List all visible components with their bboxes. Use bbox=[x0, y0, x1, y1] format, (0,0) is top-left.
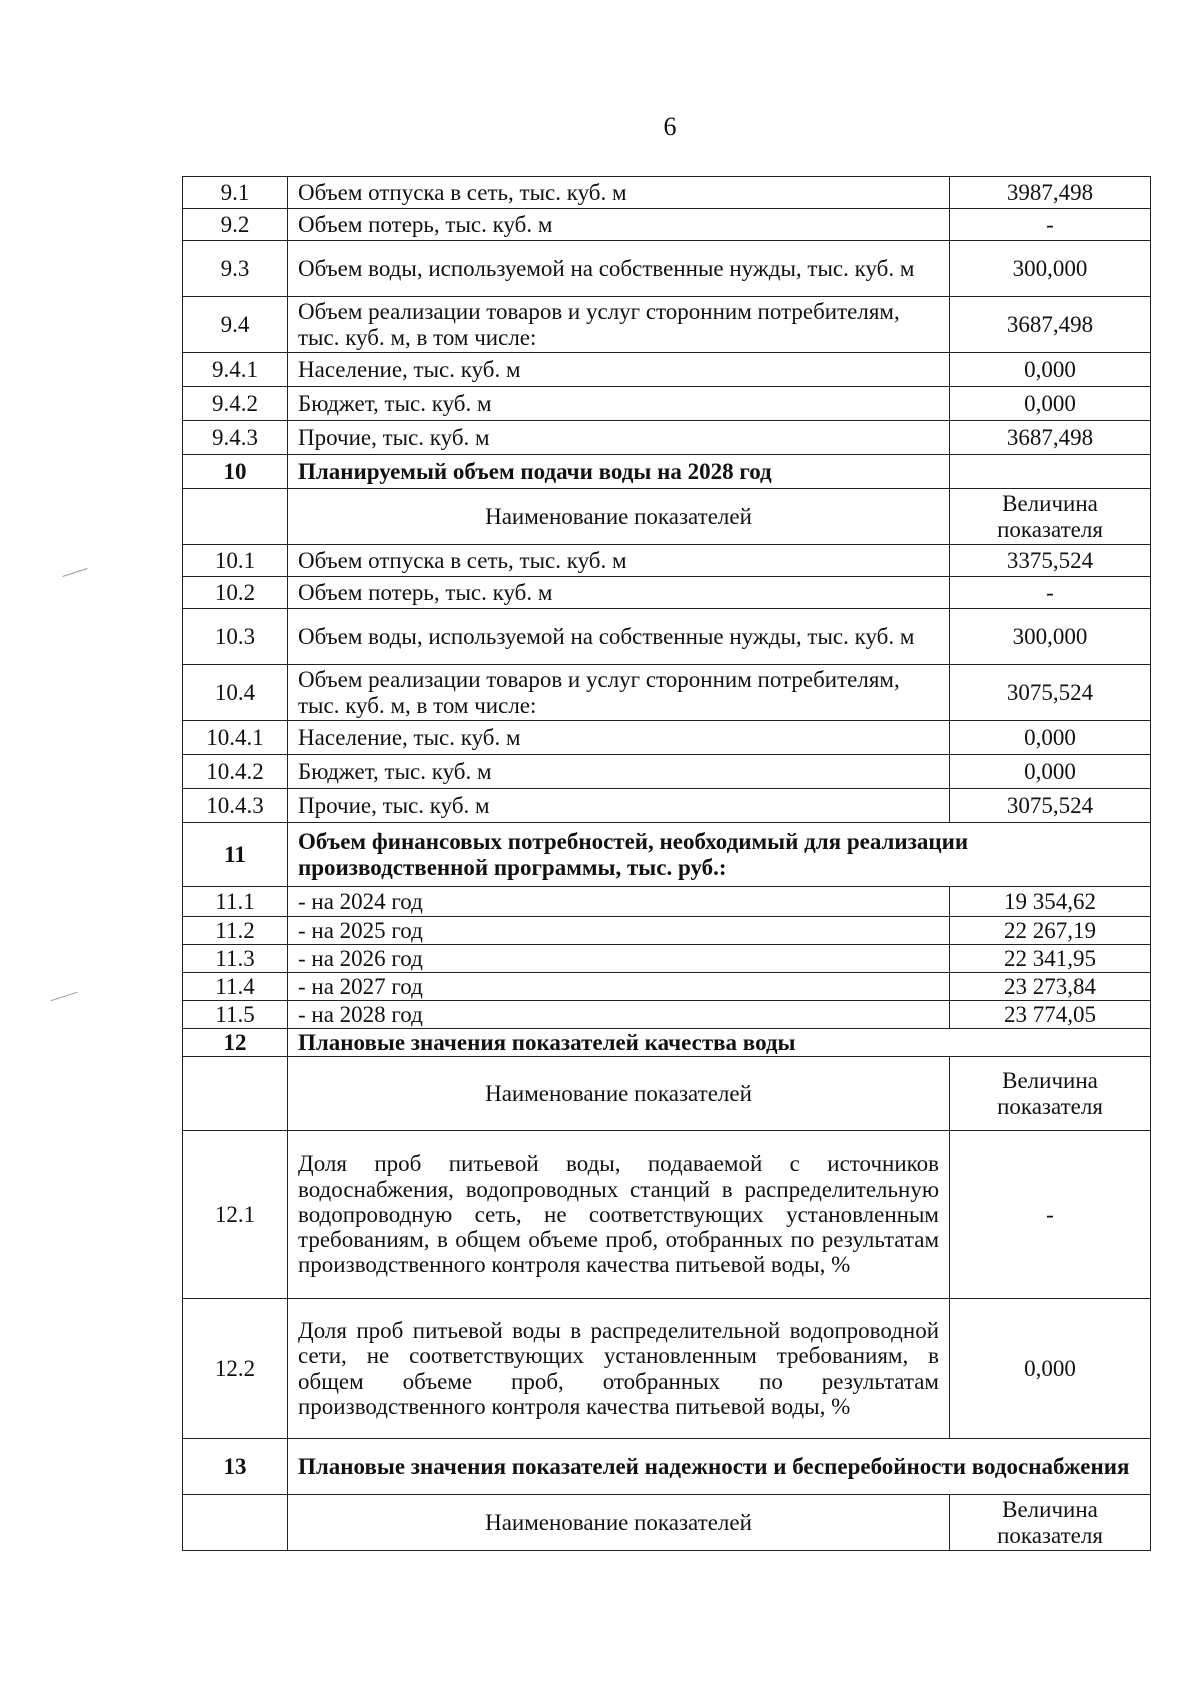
row-number: 11.2 bbox=[183, 917, 288, 945]
section-number: 10 bbox=[183, 455, 288, 489]
table-row bbox=[183, 177, 1151, 209]
indicators-table bbox=[182, 176, 1151, 1551]
header-name: Наименование показателей bbox=[288, 1495, 950, 1551]
section-number: 12 bbox=[183, 1029, 288, 1057]
row-name: Объем реализации товаров и услуг сторонним потребителям, тыс. куб. м, в том числе: bbox=[288, 665, 950, 721]
row-number: 11.5 bbox=[183, 1001, 288, 1029]
row-value: 22 341,95 bbox=[950, 945, 1151, 973]
header-row bbox=[183, 1057, 1151, 1131]
row-number: 12.1 bbox=[183, 1131, 288, 1299]
row-name: - на 2025 год bbox=[288, 917, 950, 945]
row-name: - на 2028 год bbox=[288, 1001, 950, 1029]
row-number: 10.2 bbox=[183, 577, 288, 609]
scan-mark bbox=[51, 992, 78, 1002]
row-value: 0,000 bbox=[950, 353, 1151, 387]
table-row bbox=[183, 241, 1151, 297]
header-name: Наименование показателей bbox=[288, 489, 950, 545]
table-row bbox=[183, 545, 1151, 577]
row-number: 10.4 bbox=[183, 665, 288, 721]
row-number: 11.4 bbox=[183, 973, 288, 1001]
row-number: 9.2 bbox=[183, 209, 288, 241]
section-row bbox=[183, 1439, 1151, 1495]
table-row bbox=[183, 721, 1151, 755]
scan-mark bbox=[62, 568, 87, 577]
row-name: Прочие, тыс. куб. м bbox=[288, 789, 950, 823]
row-value: 0,000 bbox=[950, 755, 1151, 789]
table-row bbox=[183, 789, 1151, 823]
row-value: - bbox=[950, 1131, 1151, 1299]
row-value: 3375,524 bbox=[950, 545, 1151, 577]
row-name: Объем потерь, тыс. куб. м bbox=[288, 577, 950, 609]
row-number: 9.4.2 bbox=[183, 387, 288, 421]
row-value: 3987,498 bbox=[950, 177, 1151, 209]
row-name: Объем отпуска в сеть, тыс. куб. м bbox=[288, 545, 950, 577]
header-number bbox=[183, 1057, 288, 1131]
row-value: 300,000 bbox=[950, 241, 1151, 297]
row-number: 11.1 bbox=[183, 887, 288, 917]
row-value: 23 273,84 bbox=[950, 973, 1151, 1001]
section-title: Плановые значения показателей надежности и бесперебойности водоснабжения bbox=[288, 1439, 1151, 1495]
row-name: Объем отпуска в сеть, тыс. куб. м bbox=[288, 177, 950, 209]
row-name: Объем реализации товаров и услуг сторонним потребителям, тыс. куб. м, в том числе: bbox=[288, 297, 950, 353]
section-title: Объем финансовых потребностей, необходимый для реализации производственной программы, тыс. руб.: bbox=[288, 823, 1151, 887]
table-row bbox=[183, 1299, 1151, 1439]
table-row bbox=[183, 387, 1151, 421]
header-name: Наименование показателей bbox=[288, 1057, 950, 1131]
row-name: - на 2026 год bbox=[288, 945, 950, 973]
row-name: Бюджет, тыс. куб. м bbox=[288, 387, 950, 421]
section-number: 11 bbox=[183, 823, 288, 887]
header-value: Величина показателя bbox=[950, 489, 1151, 545]
header-value: Величина показателя bbox=[950, 1057, 1151, 1131]
row-number: 9.1 bbox=[183, 177, 288, 209]
header-number bbox=[183, 489, 288, 545]
table-row bbox=[183, 209, 1151, 241]
row-value: 3687,498 bbox=[950, 421, 1151, 455]
row-value: - bbox=[950, 577, 1151, 609]
row-value: 300,000 bbox=[950, 609, 1151, 665]
header-row bbox=[183, 489, 1151, 545]
row-name: Объем потерь, тыс. куб. м bbox=[288, 209, 950, 241]
row-name: Население, тыс. куб. м bbox=[288, 721, 950, 755]
section-row bbox=[183, 1029, 1151, 1057]
row-number: 10.4.1 bbox=[183, 721, 288, 755]
table-row bbox=[183, 665, 1151, 721]
row-value: 19 354,62 bbox=[950, 887, 1151, 917]
table-row bbox=[183, 577, 1151, 609]
row-number: 9.4 bbox=[183, 297, 288, 353]
section-row bbox=[183, 823, 1151, 887]
table-row bbox=[183, 945, 1151, 973]
row-name: Бюджет, тыс. куб. м bbox=[288, 755, 950, 789]
row-number: 11.3 bbox=[183, 945, 288, 973]
row-value: 23 774,05 bbox=[950, 1001, 1151, 1029]
row-name: Доля проб питьевой воды в распределительной водопроводной сети, не соответствующих установленным требованиям, в общем объеме проб, отобранных по результатам производственного контроля качества питьевой воды, % bbox=[288, 1299, 950, 1439]
table-row bbox=[183, 973, 1151, 1001]
row-value: 3075,524 bbox=[950, 665, 1151, 721]
row-name: Объем воды, используемой на собственные нужды, тыс. куб. м bbox=[288, 241, 950, 297]
row-number: 12.2 bbox=[183, 1299, 288, 1439]
row-name: - на 2024 год bbox=[288, 887, 950, 917]
row-number: 10.4.3 bbox=[183, 789, 288, 823]
header-number bbox=[183, 1495, 288, 1551]
table-row bbox=[183, 609, 1151, 665]
section-number: 13 bbox=[183, 1439, 288, 1495]
table-row bbox=[183, 1001, 1151, 1029]
table-row bbox=[183, 421, 1151, 455]
row-name: Объем воды, используемой на собственные нужды, тыс. куб. м bbox=[288, 609, 950, 665]
row-name: - на 2027 год bbox=[288, 973, 950, 1001]
row-value bbox=[950, 455, 1151, 489]
row-value: 0,000 bbox=[950, 1299, 1151, 1439]
row-number: 10.3 bbox=[183, 609, 288, 665]
header-row bbox=[183, 1495, 1151, 1551]
table-row bbox=[183, 755, 1151, 789]
section-title: Планируемый объем подачи воды на 2028 год bbox=[288, 455, 950, 489]
row-number: 9.4.3 bbox=[183, 421, 288, 455]
table-row bbox=[183, 353, 1151, 387]
row-number: 9.4.1 bbox=[183, 353, 288, 387]
table-row bbox=[183, 887, 1151, 917]
section-row bbox=[183, 455, 1151, 489]
page-number: 6 bbox=[663, 112, 677, 141]
row-value: 3075,524 bbox=[950, 789, 1151, 823]
row-value: 3687,498 bbox=[950, 297, 1151, 353]
row-name: Население, тыс. куб. м bbox=[288, 353, 950, 387]
row-number: 10.4.2 bbox=[183, 755, 288, 789]
row-value: 0,000 bbox=[950, 721, 1151, 755]
table-row bbox=[183, 1131, 1151, 1299]
table-row bbox=[183, 917, 1151, 945]
row-number: 10.1 bbox=[183, 545, 288, 577]
row-value: 22 267,19 bbox=[950, 917, 1151, 945]
row-value: 0,000 bbox=[950, 387, 1151, 421]
row-number: 9.3 bbox=[183, 241, 288, 297]
row-name: Прочие, тыс. куб. м bbox=[288, 421, 950, 455]
table-row bbox=[183, 297, 1151, 353]
row-value: - bbox=[950, 209, 1151, 241]
row-name: Доля проб питьевой воды, подаваемой с источников водоснабжения, водопроводных станций в распределительную водопроводную сеть, не соответствующих установленным требованиям, в общем объеме проб, отобранных по результатам производственного контроля качества питьевой воды, % bbox=[288, 1131, 950, 1299]
section-title: Плановые значения показателей качества воды bbox=[288, 1029, 1151, 1057]
header-value: Величина показателя bbox=[950, 1495, 1151, 1551]
